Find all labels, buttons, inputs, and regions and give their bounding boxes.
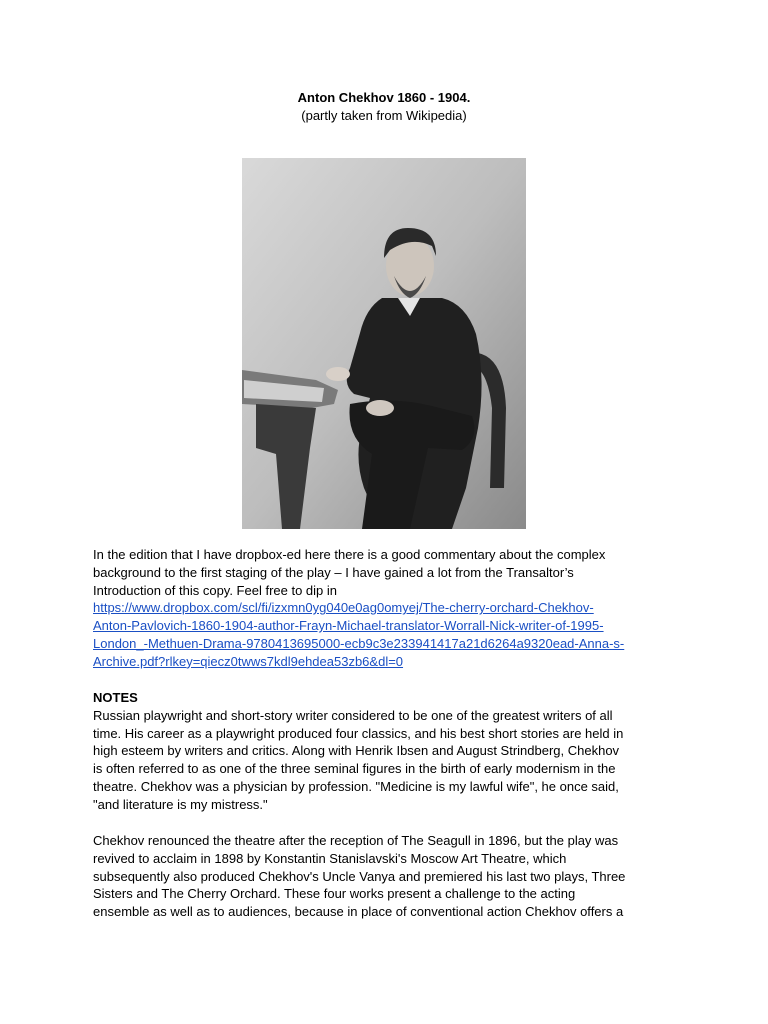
page-subtitle: (partly taken from Wikipedia) [301, 108, 467, 123]
dropbox-link[interactable]: Anton-Pavlovich-1860-1904-author-Frayn-Michael-translator-Worrall-Nick-writer-of-1995- [93, 618, 604, 634]
notes-line: subsequently also produced Chekhov's Uncle Vanya and premiered his last two plays, Three [93, 868, 626, 884]
intro-line: background to the first staging of the play – I have gained a lot from the Transaltor’s [93, 564, 574, 580]
dropbox-link[interactable]: https://www.dropbox.com/scl/fi/izxmn0yg040e0ag0omyej/The-cherry-orchard-Chekhov- [93, 600, 594, 616]
dropbox-link[interactable]: London_-Methuen-Drama-9780413695000-ecb9c3e233941417a21d6264a9320ead-Anna-s- [93, 635, 625, 651]
notes-paragraph-2 [93, 832, 683, 921]
notes-heading: NOTES [93, 690, 138, 705]
dropbox-link[interactable]: Archive.pdf?rlkey=qiecz0twws7kdl9ehdea53zb6&dl=0 [93, 653, 404, 669]
notes-line: Sisters and The Cherry Orchard. These four works present a challenge to the acting [93, 886, 576, 902]
notes-line: high esteem by writers and critics. Along with Henrik Ibsen and August Strindberg, Chekhov [93, 743, 620, 759]
notes-line: "and literature is my mistress." [93, 796, 268, 812]
notes-line: theatre. Chekhov was a physician by profession. "Medicine is my lawful wife", he once said, [93, 778, 619, 794]
notes-line: revived to acclaim in 1898 by Konstantin Stanislavski's Moscow Art Theatre, which [93, 850, 567, 866]
page-title: Anton Chekhov 1860 - 1904. [297, 90, 471, 105]
notes-line: is often referred to as one of the three seminal figures in the birth of early modernism in the [93, 761, 616, 777]
notes-line: Chekhov renounced the theatre after the reception of The Seagull in 1896, but the play was [93, 833, 619, 848]
notes-line: Russian playwright and short-story writer considered to be one of the greatest writers of all [93, 707, 613, 723]
portrait-photo [242, 158, 526, 529]
notes-line: ensemble as well as to audiences, because in place of conventional action Chekhov offers a [93, 904, 624, 920]
intro-line: In the edition that I have dropbox-ed here there is a good commentary about the complex [93, 547, 606, 562]
notes-line: time. His career as a playwright produced four classics, and his best short stories are held in [93, 725, 624, 741]
intro-line: Introduction of this copy. Feel free to dip in [93, 582, 338, 598]
notes-section [93, 689, 683, 814]
intro-paragraph [93, 546, 683, 671]
